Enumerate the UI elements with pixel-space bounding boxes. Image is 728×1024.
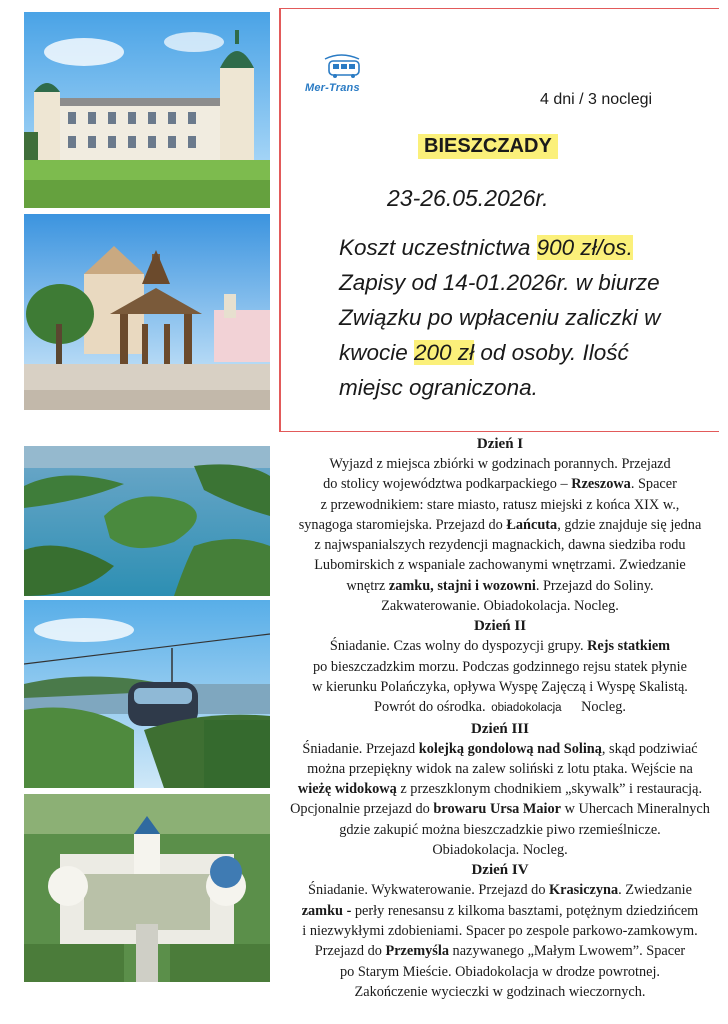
photo-krasiczyn-castle (24, 794, 270, 982)
brewery: browaru Ursa Maior (433, 801, 562, 818)
day-2-line: Śniadanie. Czas wolny do dyspozycji grupy. Rejs statkiem (329, 638, 671, 655)
castle-stables: zamku, stajni i wozowni (388, 577, 536, 594)
place-przemysl: Przemyśla (385, 943, 449, 960)
price-value: 900 zł/os. (536, 235, 633, 260)
day-2-line: Powrót do ośrodka. obiadokolacja Nocleg. (374, 699, 626, 716)
day-1-line: Lubomirskich z wspaniale zachowanymi wnętrzami. Zwiedzanie (314, 557, 686, 574)
place-rzeszow: Rzeszowa (571, 476, 631, 493)
photo-cable-car (24, 600, 270, 788)
photo-solina-lake (24, 446, 270, 596)
day-3-line: można przepiękny widok na zalew soliński z lotu ptaka. Wejście na (307, 760, 693, 777)
trip-duration: 4 dni / 3 noclegi (540, 91, 653, 108)
photo-castle-lancut (24, 12, 270, 208)
trip-destination: BIESZCZADY (418, 134, 558, 159)
day-1-line: z przewodnikiem: stare miasto, ratusz miejski z końca XIX w., (320, 496, 680, 513)
day-4-title: Dzień IV (471, 862, 529, 879)
registration-line: Zapisy od 14-01.2026r. w biurze (339, 270, 660, 295)
day-3-title: Dzień III (471, 720, 529, 737)
day-3-line: Śniadanie. Przejazd kolejką gondolową nad Soliną, skąd podziwiać (302, 740, 698, 757)
day-1-line: synagoga staromiejska. Przejazd do Łańcuta, gdzie znajduje się jedna (298, 516, 702, 533)
deposit-label: kwocie (339, 340, 415, 365)
day-1-line: Zakwaterowanie. Obiadokolacja. Nocleg. (381, 598, 619, 615)
photo-rzeszow-well (24, 214, 270, 410)
day-4-line: Zakończenie wycieczki w godzinach wieczornych. (354, 983, 646, 1000)
day-1-line: z najwspanialszych rezydencji magnackich, dawna siedziba rodu (314, 537, 686, 554)
company-logo: Mer-Trans (305, 82, 360, 94)
day-1-line: do stolicy województwa podkarpackiego – Rzeszowa. Spacer (323, 476, 677, 493)
day-4-line: zamku - perły renesansu z kilkoma basztami, potężnym dziedzińcem (301, 902, 699, 919)
day-2-line: po bieszczadzkim morzu. Podczas godzinnego rejsu statek płynie (313, 658, 687, 675)
day-3-line: wieżę widokową z przeszklonym chodnikiem „skywalk” i restauracją. (297, 781, 703, 798)
limited-seats-note: miejsc ograniczona. (339, 375, 538, 400)
trip-program (276, 434, 724, 1002)
boat-cruise: Rejs statkiem (587, 638, 671, 655)
day-4-line: po Starym Mieście. Obiadokolacja w drodze powrotnej. (339, 963, 660, 980)
day-2-line: w kierunku Polańczyka, opływa Wyspę Zajęczą i Wyspę Skalistą. (312, 678, 688, 695)
viewing-tower: wieżę widokową (297, 781, 397, 798)
trip-dates: 23-26.05.2026r. (387, 185, 549, 211)
day-4-line: Przejazd do Przemyśla nazywanego „Małym Lwowem”. Spacer (314, 943, 686, 960)
deposit-line: Związku po wpłaceniu zaliczki w (339, 305, 661, 330)
price-label: Koszt uczestnictwa (339, 235, 537, 260)
pricing-info (339, 230, 719, 405)
day-4-line: Śniadanie. Wykwaterowanie. Przejazd do Krasiczyna. Zwiedzanie (308, 882, 692, 899)
day-3-line: Opcjonalnie przejazd do browaru Ursa Maior w Uhercach Mineralnych (290, 801, 710, 818)
deposit-suffix: od osoby. Ilość (474, 340, 629, 365)
day-3-line: gdzie zakupić można bieszczadzkie piwo rzemieślnicze. (339, 821, 661, 838)
day-3-line: Obiadokolacja. Nocleg. (432, 842, 568, 859)
place-krasiczyn: Krasiczyna (549, 882, 619, 899)
day-1-line: Wyjazd z miejsca zbiórki w godzinach porannych. Przejazd (329, 456, 671, 472)
day-4-line: i niezwykłymi zdobieniami. Spacer po zespole parkowo-zamkowym. (302, 922, 698, 939)
day-2-title: Dzień II (473, 618, 527, 635)
trip-info-box (279, 8, 719, 432)
day-1-line: wnętrz zamku, stajni i wozowni. Przejazd do Soliny. (346, 577, 654, 594)
castle-label: zamku - (301, 902, 355, 919)
correction-label: obiadokolacja (489, 702, 577, 714)
gondola: kolejką gondolową nad Soliną (418, 740, 602, 757)
deposit-value: 200 zł (414, 340, 475, 365)
place-lancut: Łańcuta (506, 516, 558, 533)
day-1-title: Dzień I (476, 436, 524, 452)
